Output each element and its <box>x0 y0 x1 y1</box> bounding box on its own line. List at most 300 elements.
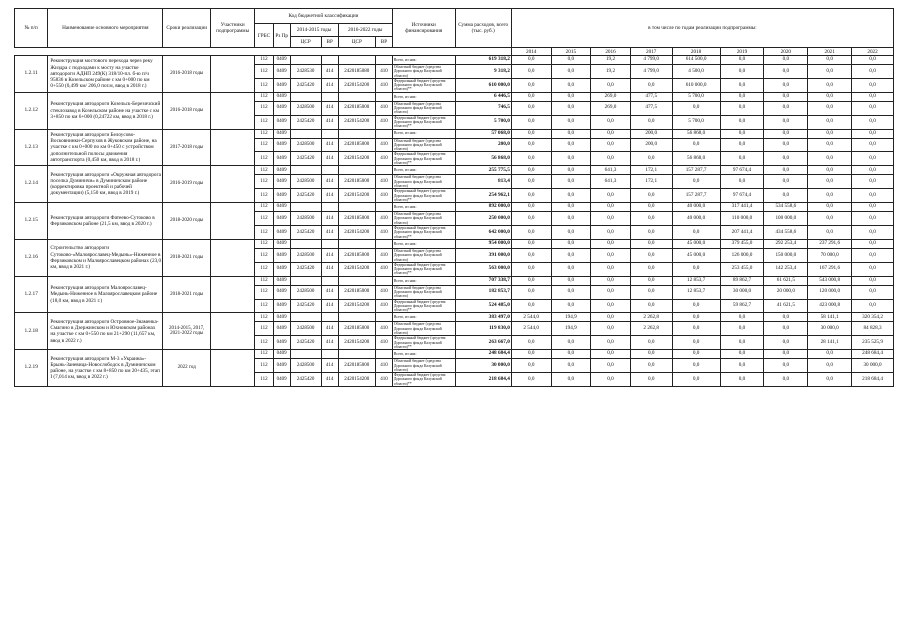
year-amount-2019: 0,0 <box>720 152 764 166</box>
year-amount-2020: 0,0 <box>764 336 808 350</box>
total-amount: 200,0 <box>455 138 511 152</box>
year-amount-2021: 0,0 <box>808 115 852 129</box>
csr-2016-code: 2420154200 <box>338 373 376 387</box>
table-row <box>15 203 894 212</box>
csr-2014-code: 2425420 <box>290 115 321 129</box>
year-amount-2021: 237 291,6 <box>808 239 852 248</box>
vr-2014-code <box>321 166 338 175</box>
total-amount: 250 000,0 <box>455 212 511 226</box>
funding-source: Всего, из них: <box>392 276 455 285</box>
year-amount-2019: 97 674,4 <box>720 189 764 203</box>
year-amount-2015: 194,9 <box>551 313 591 322</box>
vr-2016-code <box>376 166 393 175</box>
year-amount-2021: 423 000,8 <box>808 299 852 313</box>
budget-table-sheet <box>14 8 894 634</box>
vr-2014-code: 414 <box>321 248 338 262</box>
year-amount-2020: 0,0 <box>764 175 808 189</box>
year-amount-2016: 0,0 <box>591 189 631 203</box>
vr-2014-code: 414 <box>321 189 338 203</box>
year-amount-2015: 0,0 <box>551 166 591 175</box>
row-number: 1.2.16 <box>15 239 48 276</box>
year-amount-2018: 0,0 <box>672 101 720 115</box>
funding-source: Областной бюджет (средства Дорожного фонда Калужской области) <box>392 212 455 226</box>
year-amount-2015: 0,0 <box>551 152 591 166</box>
csr-2016-code: 2420154200 <box>338 262 376 276</box>
participants-cell <box>211 276 255 313</box>
funding-source: Всего, из них: <box>392 203 455 212</box>
year-amount-2016: 269,0 <box>591 101 631 115</box>
vr-2014-code: 414 <box>321 101 338 115</box>
year-amount-2021: 0,0 <box>808 359 852 373</box>
total-amount: 263 667,0 <box>455 336 511 350</box>
year-amount-2014: 0,0 <box>511 92 551 101</box>
year-amount-2016: 0,0 <box>591 239 631 248</box>
year-amount-2017: 0,0 <box>630 336 672 350</box>
col-1622-header: 2016-2022 годы <box>338 24 392 37</box>
funding-source: Областной бюджет (средства Дорожного фонда Калужской области) <box>392 65 455 79</box>
year-amount-2019: 0,0 <box>720 350 764 359</box>
csr-2014-code <box>290 276 321 285</box>
year-amount-2016: 19,2 <box>591 65 631 79</box>
total-amount: 954 000,0 <box>455 239 511 248</box>
year-amount-2022: 30 000,0 <box>852 359 894 373</box>
rzpr-code: 0409 <box>273 152 290 166</box>
year-amount-2019: 0,0 <box>720 359 764 373</box>
rzpr-code: 0409 <box>273 78 290 92</box>
year-amount-2015: 0,0 <box>551 336 591 350</box>
rzpr-code: 0409 <box>273 322 290 336</box>
vr-2014-code: 414 <box>321 322 338 336</box>
total-amount: 524 485,0 <box>455 299 511 313</box>
year-amount-2018: 56 868,0 <box>672 152 720 166</box>
implementation-period: 2016-2019 годы <box>163 166 211 203</box>
csr-2014-code <box>290 313 321 322</box>
vr-2014-code: 414 <box>321 78 338 92</box>
total-amount: 9 318,2 <box>455 65 511 79</box>
year-amount-2018: 40 000,0 <box>672 212 720 226</box>
vr-2016-code: 410 <box>376 212 393 226</box>
year-amount-2022: 84 828,3 <box>852 322 894 336</box>
year-amount-2022: 248 684,4 <box>852 350 894 359</box>
year-amount-2017: 0,0 <box>630 78 672 92</box>
vr-2014-code <box>321 276 338 285</box>
year-amount-2017: 477,5 <box>630 92 672 101</box>
year-amount-2021: 120 000,0 <box>808 285 852 299</box>
year-amount-2022: 0,0 <box>852 203 894 212</box>
implementation-period: 2018-2021 годы <box>163 239 211 276</box>
year-amount-2014: 0,0 <box>511 248 551 262</box>
funding-source: Всего, из них: <box>392 92 455 101</box>
grbs-code: 112 <box>255 166 274 175</box>
year-amount-2017: 4 799,0 <box>630 65 672 79</box>
year-amount-2020: 0,0 <box>764 152 808 166</box>
funding-source: Федеральный бюджет (средства Дорожного фонда Калужской области)** <box>392 336 455 350</box>
year-amount-2014: 0,0 <box>511 189 551 203</box>
year-amount-2018: 157 287,7 <box>672 166 720 175</box>
year-amount-2021: 28 141,1 <box>808 336 852 350</box>
year-amount-2018: 45 000,0 <box>672 248 720 262</box>
table-body <box>15 56 894 387</box>
year-amount-2019: 0,0 <box>720 56 764 65</box>
year-amount-2022: 0,0 <box>852 101 894 115</box>
csr-2014-code: 2425420 <box>290 262 321 276</box>
rzpr-code: 0409 <box>273 239 290 248</box>
year-amount-2015: 0,0 <box>551 285 591 299</box>
year-amount-2021: 58 141,1 <box>808 313 852 322</box>
year-amount-2022: 0,0 <box>852 56 894 65</box>
col-kbk-header: Код бюджетной классификации <box>255 9 393 24</box>
participants-cell <box>211 129 255 166</box>
year-amount-2018: 0,0 <box>672 359 720 373</box>
col-rzpr-header: Рз Пр <box>273 24 290 48</box>
participants-cell <box>211 166 255 203</box>
year-header-2015: 2015 <box>551 48 591 56</box>
year-amount-2015: 0,0 <box>551 299 591 313</box>
csr-2014-code: 2425420 <box>290 152 321 166</box>
total-amount: 218 684,4 <box>455 373 511 387</box>
year-amount-2015: 0,0 <box>551 203 591 212</box>
grbs-code: 112 <box>255 336 274 350</box>
year-amount-2015: 0,0 <box>551 78 591 92</box>
vr-2016-code <box>376 350 393 359</box>
year-amount-2014: 0,0 <box>511 239 551 248</box>
year-amount-2017: 200,0 <box>630 138 672 152</box>
year-amount-2022: 0,0 <box>852 65 894 79</box>
year-amount-2014: 0,0 <box>511 336 551 350</box>
row-number: 1.2.19 <box>15 350 48 387</box>
col-sum-header: Сумма расходов, всего (тыс. руб.) <box>455 9 511 48</box>
vr-2016-code <box>376 203 393 212</box>
total-amount: 383 497,0 <box>455 313 511 322</box>
year-amount-2016: 0,0 <box>591 129 631 138</box>
year-amount-2018: 56 868,0 <box>672 129 720 138</box>
year-amount-2019: 0,0 <box>720 92 764 101</box>
year-amount-2015: 0,0 <box>551 56 591 65</box>
year-amount-2017: 0,0 <box>630 189 672 203</box>
total-amount: 707 338,7 <box>455 276 511 285</box>
grbs-code: 112 <box>255 129 274 138</box>
csr-2016-code: 2420154200 <box>338 299 376 313</box>
grbs-code: 112 <box>255 226 274 240</box>
year-amount-2017: 477,5 <box>630 101 672 115</box>
vr-2016-code: 410 <box>376 248 393 262</box>
rzpr-code: 0409 <box>273 285 290 299</box>
year-amount-2017: 2 262,8 <box>630 322 672 336</box>
year-amount-2018: 0,0 <box>672 299 720 313</box>
grbs-code: 112 <box>255 285 274 299</box>
table-row <box>15 350 894 359</box>
vr-2016-code <box>376 276 393 285</box>
year-amount-2021: 0,0 <box>808 166 852 175</box>
row-number: 1.2.13 <box>15 129 48 166</box>
year-amount-2021: 0,0 <box>808 65 852 79</box>
years-header-row <box>15 48 894 56</box>
year-amount-2018: 5 700,0 <box>672 92 720 101</box>
year-amount-2017: 0,0 <box>630 226 672 240</box>
rzpr-code: 0409 <box>273 166 290 175</box>
year-amount-2021: 70 000,0 <box>808 248 852 262</box>
col-csr1-header: ЦСР <box>290 37 321 48</box>
year-amount-2016: 0,0 <box>591 115 631 129</box>
year-amount-2014: 0,0 <box>511 175 551 189</box>
year-amount-2015: 0,0 <box>551 226 591 240</box>
csr-2014-code: 2428500 <box>290 101 321 115</box>
year-amount-2021: 0,0 <box>808 138 852 152</box>
year-amount-2014: 0,0 <box>511 212 551 226</box>
vr-2014-code <box>321 92 338 101</box>
funding-source: Областной бюджет (средства Дорожного фонда Калужской области) <box>392 359 455 373</box>
year-amount-2017: 0,0 <box>630 248 672 262</box>
year-amount-2020: 0,0 <box>764 78 808 92</box>
year-amount-2014: 0,0 <box>511 359 551 373</box>
csr-2016-code: 2420154200 <box>338 152 376 166</box>
total-amount: 813,4 <box>455 175 511 189</box>
funding-source: Всего, из них: <box>392 239 455 248</box>
participants-cell <box>211 92 255 129</box>
vr-2016-code: 410 <box>376 322 393 336</box>
year-amount-2022: 0,0 <box>852 189 894 203</box>
year-amount-2020: 142 253,4 <box>764 262 808 276</box>
row-number: 1.2.18 <box>15 313 48 350</box>
year-amount-2017: 200,0 <box>630 129 672 138</box>
vr-2014-code: 414 <box>321 373 338 387</box>
col-num-header: № п/п <box>15 9 48 48</box>
year-amount-2020: 150 000,0 <box>764 248 808 262</box>
vr-2014-code: 414 <box>321 212 338 226</box>
total-amount: 563 000,0 <box>455 262 511 276</box>
rzpr-code: 0409 <box>273 350 290 359</box>
year-header-2019: 2019 <box>720 48 764 56</box>
funding-source: Всего, из них: <box>392 313 455 322</box>
table-row <box>15 276 894 285</box>
year-amount-2019: 0,0 <box>720 78 764 92</box>
year-amount-2021: 0,0 <box>808 175 852 189</box>
year-amount-2015: 0,0 <box>551 175 591 189</box>
year-amount-2015: 0,0 <box>551 262 591 276</box>
implementation-period: 2022 год <box>163 350 211 387</box>
year-amount-2020: 0,0 <box>764 101 808 115</box>
year-header-2018: 2018 <box>672 48 720 56</box>
year-amount-2015: 0,0 <box>551 276 591 285</box>
year-amount-2017: 0,0 <box>630 299 672 313</box>
participants-cell <box>211 56 255 93</box>
total-amount: 255 775,5 <box>455 166 511 175</box>
funding-source: Областной бюджет (средства Дорожного фонда Калужской области) <box>392 175 455 189</box>
year-amount-2022: 0,0 <box>852 239 894 248</box>
rzpr-code: 0409 <box>273 262 290 276</box>
table-row <box>15 166 894 175</box>
vr-2016-code <box>376 92 393 101</box>
table-row <box>15 239 894 248</box>
year-amount-2022: 0,0 <box>852 92 894 101</box>
csr-2016-code: 2420185000 <box>338 248 376 262</box>
year-amount-2021: 167 291,6 <box>808 262 852 276</box>
participants-cell <box>211 350 255 387</box>
grbs-code: 112 <box>255 175 274 189</box>
year-amount-2022: 0,0 <box>852 152 894 166</box>
funding-source: Областной бюджет (средства Дорожного фонда Калужской области) <box>392 322 455 336</box>
year-amount-2020: 0,0 <box>764 359 808 373</box>
csr-2014-code <box>290 350 321 359</box>
year-amount-2018: 45 000,0 <box>672 239 720 248</box>
year-amount-2018: 12 853,7 <box>672 285 720 299</box>
year-amount-2019: 317 441,4 <box>720 203 764 212</box>
year-amount-2016: 0,0 <box>591 78 631 92</box>
year-amount-2022: 235 525,9 <box>852 336 894 350</box>
total-amount: 119 830,0 <box>455 322 511 336</box>
year-amount-2014: 0,0 <box>511 101 551 115</box>
csr-2014-code: 2425420 <box>290 189 321 203</box>
year-amount-2018: 5 700,0 <box>672 115 720 129</box>
budget-table <box>14 8 894 387</box>
funding-source: Областной бюджет (средства Дорожного фонда Калужской области) <box>392 138 455 152</box>
vr-2016-code: 410 <box>376 336 393 350</box>
rzpr-code: 0409 <box>273 138 290 152</box>
year-amount-2015: 0,0 <box>551 189 591 203</box>
funding-source: Областной бюджет (средства Дорожного фонда Калужской области) <box>392 248 455 262</box>
year-amount-2021: 0,0 <box>808 212 852 226</box>
year-amount-2016: 0,0 <box>591 322 631 336</box>
year-amount-2018: 0,0 <box>672 313 720 322</box>
csr-2014-code: 2425420 <box>290 78 321 92</box>
implementation-period: 2018-2020 годы <box>163 203 211 240</box>
year-amount-2015: 0,0 <box>551 239 591 248</box>
year-amount-2014: 0,0 <box>511 65 551 79</box>
grbs-code: 112 <box>255 299 274 313</box>
year-amount-2016: 0,0 <box>591 350 631 359</box>
year-amount-2015: 0,0 <box>551 138 591 152</box>
activity-name: Реконструкция автодороги Малоярославец-Медынь-Ниженное в Малоярославецком районе (18,0 км, ввод в 2021 г.) <box>48 276 163 313</box>
year-amount-2016: 0,0 <box>591 226 631 240</box>
year-amount-2016: 0,0 <box>591 262 631 276</box>
year-amount-2017: 0,0 <box>630 359 672 373</box>
year-amount-2017: 0,0 <box>630 276 672 285</box>
year-amount-2020: 292 253,4 <box>764 239 808 248</box>
vr-2016-code: 410 <box>376 101 393 115</box>
rzpr-code: 0409 <box>273 248 290 262</box>
year-amount-2018: 4 500,0 <box>672 65 720 79</box>
table-row <box>15 92 894 101</box>
funding-source: Федеральный бюджет (средства Дорожного фонда Калужской области)** <box>392 115 455 129</box>
year-amount-2022: 320 354,2 <box>852 313 894 322</box>
year-amount-2021: 30 000,0 <box>808 322 852 336</box>
vr-2014-code: 414 <box>321 226 338 240</box>
funding-source: Всего, из них: <box>392 56 455 65</box>
year-header-2022: 2022 <box>852 48 894 56</box>
year-amount-2020: 434 558,6 <box>764 226 808 240</box>
total-amount: 5 700,0 <box>455 115 511 129</box>
year-amount-2018: 614 500,0 <box>672 56 720 65</box>
year-amount-2016: 0,0 <box>591 359 631 373</box>
csr-2016-code <box>338 166 376 175</box>
funding-source: Областной бюджет (средства Дорожного фонда Калужской области) <box>392 101 455 115</box>
funding-source: Федеральный бюджет (средства Дорожного фонда Калужской области)** <box>392 262 455 276</box>
csr-2014-code: 2425420 <box>290 336 321 350</box>
col-years-header: в том числе по годам реализации подпрограммы: <box>511 9 893 48</box>
funding-source: Всего, из них: <box>392 166 455 175</box>
csr-2014-code: 2425420 <box>290 299 321 313</box>
vr-2014-code <box>321 313 338 322</box>
year-amount-2021: 0,0 <box>808 152 852 166</box>
csr-2016-code: 2420185080 <box>338 65 376 79</box>
csr-2016-code <box>338 56 376 65</box>
csr-2016-code <box>338 92 376 101</box>
year-amount-2017: 0,0 <box>630 239 672 248</box>
year-amount-2022: 0,0 <box>852 78 894 92</box>
year-amount-2020: 0,0 <box>764 138 808 152</box>
year-amount-2019: 59 862,7 <box>720 299 764 313</box>
grbs-code: 112 <box>255 262 274 276</box>
total-amount: 6 446,5 <box>455 92 511 101</box>
year-amount-2020: 0,0 <box>764 92 808 101</box>
year-amount-2018: 0,0 <box>672 226 720 240</box>
rzpr-code: 0409 <box>273 226 290 240</box>
year-header-2020: 2020 <box>764 48 808 56</box>
grbs-code: 112 <box>255 152 274 166</box>
funding-source: Федеральный бюджет (средства Дорожного фонда Калужской области)** <box>392 373 455 387</box>
year-amount-2022: 0,0 <box>852 299 894 313</box>
total-amount: 391 000,0 <box>455 248 511 262</box>
csr-2014-code: 2428500 <box>290 359 321 373</box>
implementation-period: 2016-2018 годы <box>163 56 211 93</box>
table-row <box>15 56 894 65</box>
csr-2016-code: 2420185000 <box>338 322 376 336</box>
year-amount-2020: 0,0 <box>764 322 808 336</box>
year-amount-2014: 0,0 <box>511 262 551 276</box>
rzpr-code: 0409 <box>273 276 290 285</box>
csr-2014-code: 2428500 <box>290 138 321 152</box>
vr-2016-code: 410 <box>376 359 393 373</box>
row-number: 1.2.15 <box>15 203 48 240</box>
col-name-header: Наименование основного мероприятия <box>48 9 163 48</box>
funding-source: Областной бюджет (средства Дорожного фонда Калужской области) <box>392 285 455 299</box>
year-amount-2019: 0,0 <box>720 175 764 189</box>
year-amount-2017: 0,0 <box>630 115 672 129</box>
year-amount-2021: 543 000,8 <box>808 276 852 285</box>
row-number: 1.2.17 <box>15 276 48 313</box>
year-amount-2015: 0,0 <box>551 359 591 373</box>
year-amount-2017: 0,0 <box>630 262 672 276</box>
vr-2014-code <box>321 239 338 248</box>
year-amount-2020: 0,0 <box>764 313 808 322</box>
year-amount-2020: 0,0 <box>764 373 808 387</box>
csr-2014-code <box>290 56 321 65</box>
year-amount-2022: 0,0 <box>852 175 894 189</box>
year-amount-2018: 0,0 <box>672 175 720 189</box>
csr-2014-code: 2428530 <box>290 65 321 79</box>
rzpr-code: 0409 <box>273 129 290 138</box>
year-amount-2019: 0,0 <box>720 322 764 336</box>
year-amount-2018: 0,0 <box>672 350 720 359</box>
csr-2016-code <box>338 129 376 138</box>
csr-2014-code: 2428500 <box>290 212 321 226</box>
year-amount-2021: 0,0 <box>808 189 852 203</box>
vr-2014-code: 414 <box>321 175 338 189</box>
grbs-code: 112 <box>255 92 274 101</box>
csr-2014-code <box>290 129 321 138</box>
vr-2014-code: 414 <box>321 115 338 129</box>
grbs-code: 112 <box>255 276 274 285</box>
activity-name: Реконструкция мостового перехода через реку Жиздра с подходами к мосту на участке автодороги АДНП 249(К) 318/10-пл. б-ю п/ч 95836 в Козельском районе с км 0+000 по км 0+550 (0,499 км/ 206,0 пог.м, ввод в 2018 г.) <box>48 56 163 93</box>
rzpr-code: 0409 <box>273 65 290 79</box>
year-amount-2015: 0,0 <box>551 373 591 387</box>
vr-2016-code: 410 <box>376 285 393 299</box>
csr-2014-code <box>290 92 321 101</box>
year-amount-2014: 2 544,0 <box>511 322 551 336</box>
year-amount-2014: 0,0 <box>511 138 551 152</box>
year-amount-2020: 0,0 <box>764 65 808 79</box>
funding-source: Федеральный бюджет (средства Дорожного фонда Калужской области)** <box>392 152 455 166</box>
